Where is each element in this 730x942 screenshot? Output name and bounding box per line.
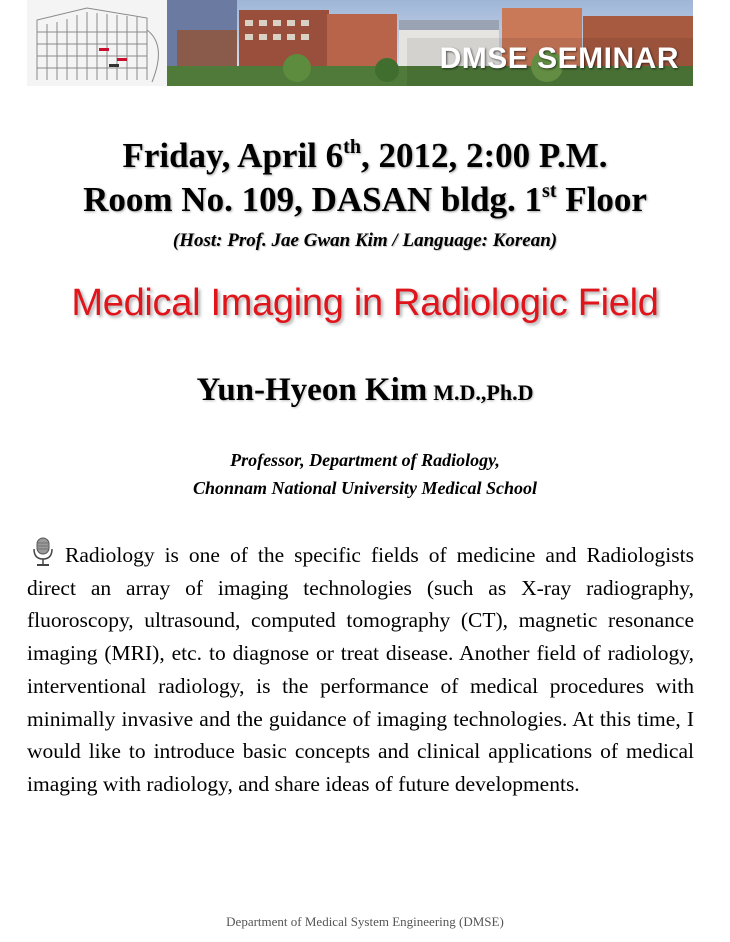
room-prefix: Room No. 109, DASAN bldg. 1 (83, 180, 543, 219)
speaker-name: Yun-Hyeon Kim (196, 372, 428, 408)
host-language-line: (Host: Prof. Jae Gwan Kim / Language: Korean) (172, 230, 558, 251)
abstract-text: Radiology is one of the specific fields of medicine and Radiologists direct an array of imaging technologies (such as X-ray radiography, fluoroscopy, ultrasound, computed tomography (CT), magnetic resonance imaging (MRI), etc. to diagnose or treat disease. Another field of radiology, interventional radiology, is the performance of medical procedures with minimally invasive and the guidance of imaging technologies. At this time, I would like to introduce basic concepts and clinical applications of medical imaging with radiology, and share ideas of future developments. (27, 543, 694, 796)
date-prefix: Friday, April 6 (122, 136, 344, 175)
abstract-paragraph (27, 537, 694, 801)
event-room (0, 180, 730, 220)
date-superscript: th (343, 136, 361, 158)
speaker-affiliation-institution: Chonnam National University Medical School (192, 478, 538, 498)
speaker-degree: M.D.,Ph.D (433, 380, 534, 405)
date-suffix: , 2012, 2:00 P.M. (360, 136, 608, 175)
banner-title: DMSE SEMINAR (439, 42, 679, 75)
speaker-affiliation-position: Professor, Department of Radiology, (230, 450, 500, 470)
event-date (0, 136, 730, 176)
footer-department: Department of Medical System Engineering (DMSE) (226, 914, 504, 929)
room-suffix: Floor (556, 180, 647, 219)
speaker-line (0, 372, 730, 409)
header-banner (27, 0, 693, 86)
seminar-title: Medical Imaging in Radiologic Field (71, 282, 659, 324)
microphone-icon (27, 537, 59, 567)
room-superscript: st (542, 180, 557, 202)
